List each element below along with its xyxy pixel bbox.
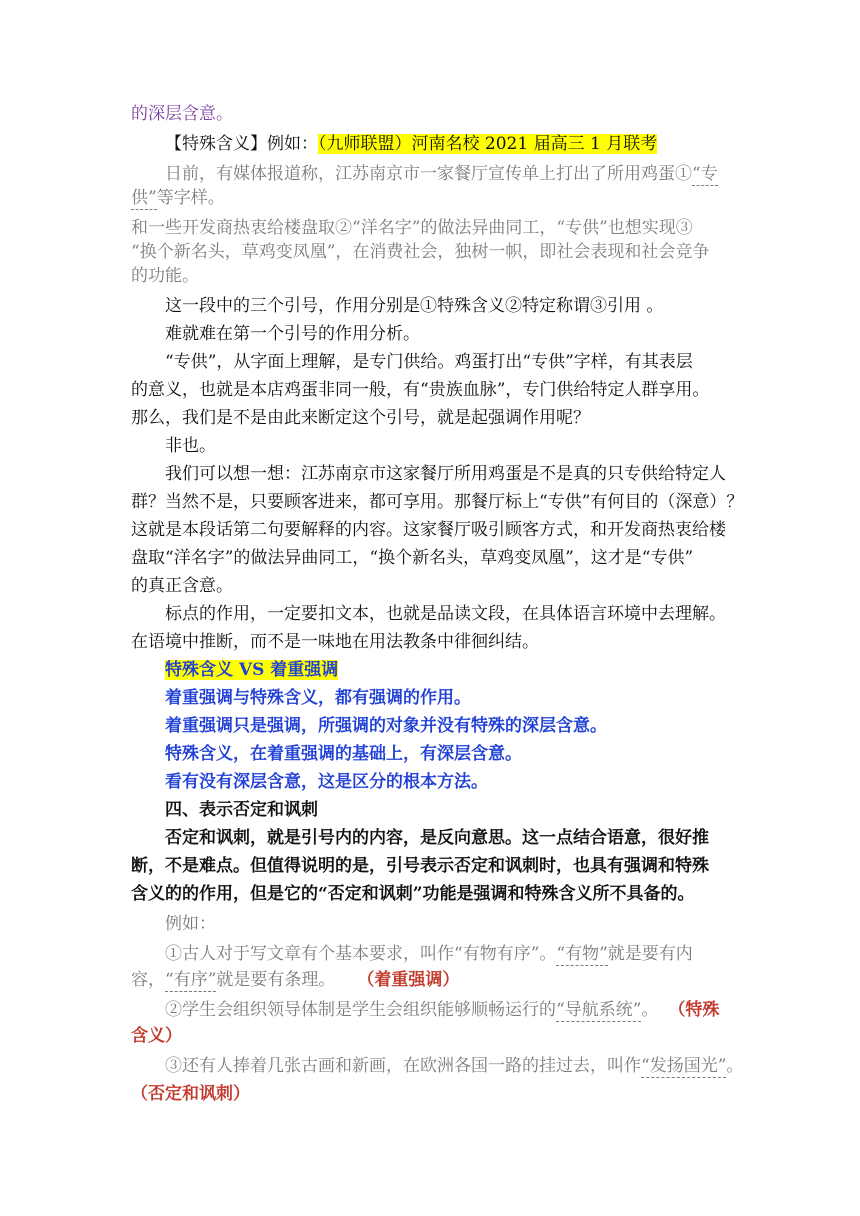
- comparison-point: 着重强调只是强调，所强调的对象并没有特殊的深层含意。: [165, 716, 607, 736]
- text-line: 我们可以想一想：江苏南京市这家餐厅所用鸡蛋是不是真的只专供给特定人: [165, 464, 726, 484]
- bold-text-line: 含义的的作用，但是它的“否定和讽刺”功能是强调和特殊含义所不具备的。: [131, 884, 695, 904]
- example-text-line: 的功能。: [131, 266, 199, 286]
- heading-highlight: 特殊含义 VS 着重强调: [165, 660, 339, 680]
- example-text-line: “换个新名头，草鸡变凤凰”，在消费社会，独树一帜，即社会表现和社会竞争: [131, 242, 710, 262]
- section-heading: 四、表示否定和讽刺: [165, 800, 318, 820]
- text-span: 就是要有条理。: [216, 970, 336, 990]
- quoted-term: “导航系统”: [556, 1000, 642, 1020]
- text-line: 这一段中的三个引号，作用分别是①特殊含义②特定称谓③引用 。: [165, 296, 664, 316]
- text-line: 难就难在第一个引号的作用分析。: [165, 324, 420, 344]
- example-text-line: [131, 186, 225, 210]
- example-text-line: 和一些开发商热衷给楼盘取②“洋名字”的做法异曲同工，“专供”也想实现③: [131, 218, 693, 238]
- text-span: 容，: [131, 970, 165, 990]
- text-span: 。: [641, 1000, 659, 1020]
- quoted-term: “专: [692, 164, 718, 184]
- source-highlight: （九师联盟）河南名校 2021 届高三 1 月联考: [318, 134, 658, 154]
- text-line: “专供”，从字面上理解，是专门供给。鸡蛋打出“专供”字样，有其表层: [165, 352, 693, 372]
- example-item: [131, 968, 459, 992]
- text-line: 在语境中推断，而不是一味地在用法教条中徘徊纠结。: [131, 632, 539, 652]
- quoted-term: “有序”: [165, 970, 217, 990]
- text-line: 群？当然不是，只要顾客进来，都可享用。那餐厅标上“专供”有何目的（深意）？: [131, 492, 744, 512]
- example-tag: （否定和讽刺）: [131, 1084, 250, 1104]
- example-tag: 含义）: [131, 1026, 182, 1046]
- example-text-line: [165, 162, 718, 186]
- bold-text-line: 断，不是难点。但值得说明的是，引号表示否定和讽刺时，也具有强调和特殊: [131, 856, 709, 876]
- comparison-heading: [165, 658, 338, 682]
- quoted-term: “发扬国光”: [641, 1056, 727, 1076]
- text-span: 。: [726, 1056, 744, 1076]
- text-span: ①古人对于写文章有个基本要求，叫作“有物有序”。: [165, 944, 557, 964]
- text-line: 的真正含意。: [131, 576, 233, 596]
- comparison-point: 特殊含义，在着重强调的基础上，有深层含意。: [165, 744, 522, 764]
- text-line: 标点的作用，一定要扣文本，也就是品读文段，在具体语言环境中去理解。: [165, 604, 726, 624]
- quoted-term: “有物”: [556, 944, 608, 964]
- example-tag: （着重强调）: [357, 970, 460, 990]
- quoted-term: 供”: [131, 188, 157, 208]
- text-line: 的深层含意。: [131, 104, 233, 124]
- text-span: ③还有人捧着几张古画和新画，在欧洲各国一路的挂过去，叫作: [165, 1056, 641, 1076]
- text-line: [165, 132, 657, 156]
- text-line: 那么，我们是不是由此来断定这个引号，就是起强调作用呢？: [131, 408, 590, 428]
- text-line: 非也。: [165, 436, 216, 456]
- example-item: [165, 942, 693, 966]
- comparison-point: 看有没有深层含意，这是区分的根本方法。: [165, 772, 488, 792]
- example-item: [165, 998, 719, 1022]
- text-span: ②学生会组织领导体制是学生会组织能够顺畅运行的: [165, 1000, 556, 1020]
- text-span: 等字样。: [156, 188, 225, 208]
- text-line: 例如：: [165, 914, 216, 934]
- text-span: 日前，有媒体报道称，江苏南京市一家餐厅宣传单上打出了所用鸡蛋①: [165, 164, 692, 184]
- bold-text-line: 否定和讽刺，就是引号内的内容，是反向意思。这一点结合语意，很好推: [165, 828, 709, 848]
- text-line: 这就是本段话第二句要解释的内容。这家餐厅吸引顾客方式，和开发商热衷给楼: [131, 520, 726, 540]
- section-label: 【特殊含义】例如：: [165, 134, 318, 154]
- example-tag: （特殊: [668, 1000, 720, 1020]
- comparison-point: 着重强调与特殊含义，都有强调的作用。: [165, 688, 471, 708]
- text-line: 盘取“洋名字”的做法异曲同工，“换个新名头，草鸡变凤凰”，这才是“专供”: [131, 548, 694, 568]
- example-item: [165, 1054, 743, 1078]
- text-line: 的意义，也就是本店鸡蛋非同一般，有“贵族血脉”，专门供给特定人群享用。: [131, 380, 710, 400]
- text-span: 就是要有内: [607, 944, 693, 964]
